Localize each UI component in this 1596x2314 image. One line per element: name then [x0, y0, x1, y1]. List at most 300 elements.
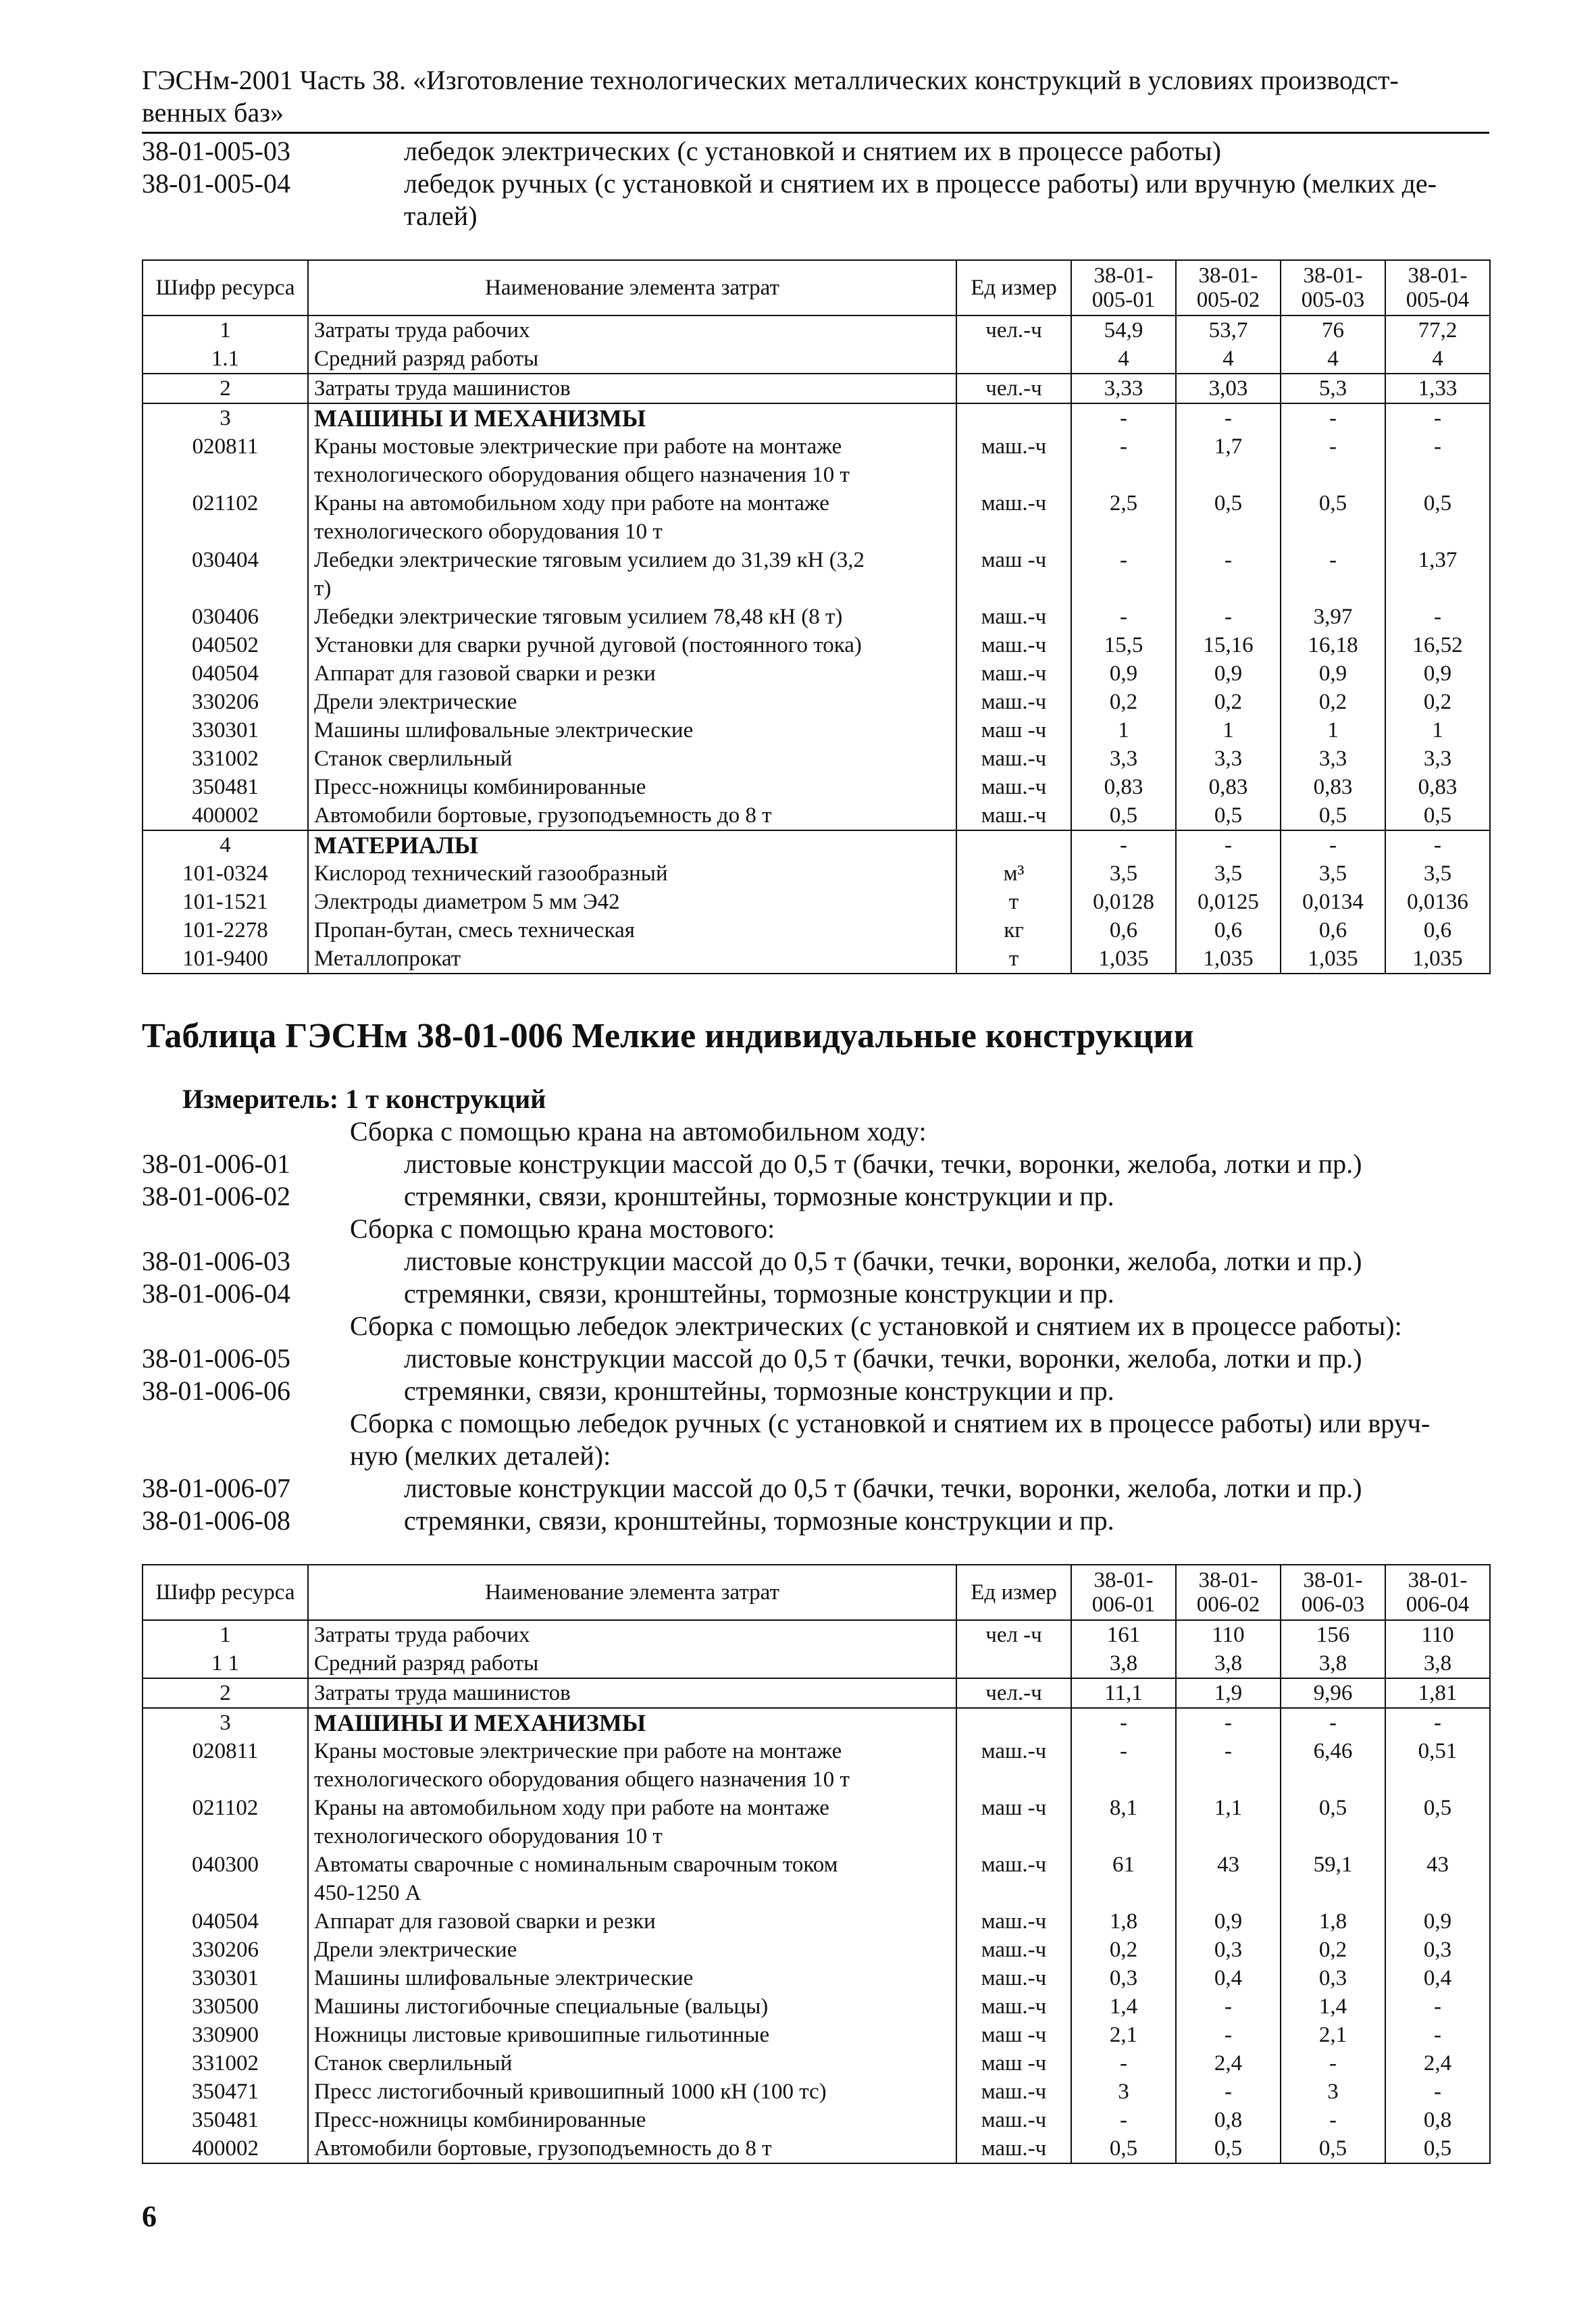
row-cost-element-line: Автомобили бортовые, грузоподъемность до 8 т	[314, 803, 772, 828]
row-norm-value: 0,5	[1281, 801, 1385, 830]
row-cost-element-line: Кислород технический газообразный	[314, 861, 668, 886]
row-cost-element-line: Затраты труда машинистов	[314, 376, 571, 401]
row-norm-value: 76	[1281, 316, 1385, 345]
row-unit: маш -ч	[956, 2049, 1071, 2078]
row-unit: маш.-ч	[956, 432, 1071, 489]
row-cost-element	[308, 688, 956, 716]
table-row	[143, 432, 1490, 489]
row-resource-code: 1 1	[143, 1649, 308, 1678]
row-norm-value: 59,1	[1281, 1851, 1385, 1907]
row-norm-value: 0,83	[1071, 773, 1176, 801]
row-norm-value: 0,9	[1281, 659, 1385, 688]
row-resource-code: 021102	[143, 1794, 308, 1851]
row-resource-code: 101-9400	[143, 945, 308, 974]
row-unit: чел.-ч	[956, 374, 1071, 403]
item-description: стремянки, связи, кронштейны, тормозные конструкции и пр.	[404, 1181, 1114, 1211]
row-norm-value: 43	[1385, 1851, 1490, 1907]
row-norm-value: -	[1385, 2021, 1490, 2049]
row-norm-value: 2,1	[1281, 2021, 1385, 2049]
row-norm-value: -	[1071, 1737, 1176, 1794]
row-norm-value: 0,6	[1176, 916, 1281, 945]
row-norm-value: 3,5	[1176, 859, 1281, 888]
item-description: листовые конструкции массой до 0,5 т (бачки, течки, воронки, желоба, лотки и пр.)	[404, 1473, 1362, 1503]
table-header-row	[143, 1565, 1490, 1620]
row-resource-code: 330500	[143, 1992, 308, 2021]
row-norm-value: 0,5	[1385, 801, 1490, 830]
row-unit: т	[956, 888, 1071, 916]
list-item	[142, 1505, 1493, 1537]
row-norm-value: 1,035	[1281, 945, 1385, 974]
row-norm-value: 0,5	[1385, 489, 1490, 546]
row-norm-value: 5,3	[1281, 374, 1385, 403]
item-description: листовые конструкции массой до 0,5 т (бачки, течки, воронки, желоба, лотки и пр.)	[404, 1343, 1362, 1374]
group-heading: Сборка с помощью крана на автомобильном ходу:	[350, 1116, 927, 1147]
row-cost-element	[308, 1851, 956, 1907]
row-norm-value: -	[1071, 432, 1176, 489]
table-row	[143, 888, 1490, 916]
group-heading: Сборка с помощью лебедок ручных (с установкой и снятием их в процессе работы) или вруч-	[350, 1408, 1431, 1438]
item-code: 38-01-006-04	[142, 1278, 290, 1309]
row-resource-code: 331002	[143, 745, 308, 773]
row-norm-value: 1,33	[1385, 374, 1490, 403]
row-cost-element-line: технологического оборудования общего назначения 10 т	[314, 1767, 850, 1792]
row-cost-element	[308, 316, 956, 345]
running-header-line-1: ГЭСНм-2001 Часть 38. «Изготовление технологических металлических конструкций в условиях производст-	[142, 65, 1399, 95]
row-cost-element	[308, 403, 956, 432]
row-norm-value: -	[1176, 603, 1281, 631]
row-norm-value: 0,3	[1385, 1936, 1490, 1964]
table-row	[143, 631, 1490, 659]
row-cost-element	[308, 1907, 956, 1936]
row-resource-code: 101-2278	[143, 916, 308, 945]
running-header-line-2: венных баз»	[142, 97, 284, 128]
row-cost-element-line: Машины листогибочные специальные (вальцы)	[314, 1994, 769, 2019]
row-cost-element-line: Станок сверлильный	[314, 2051, 513, 2076]
row-norm-value: 0,9	[1071, 659, 1176, 688]
row-norm-value: 0,6	[1281, 916, 1385, 945]
row-cost-element	[308, 2049, 956, 2078]
row-resource-code: 1	[143, 1620, 308, 1649]
row-norm-value: 9,96	[1281, 1678, 1385, 1708]
row-norm-value: 1,1	[1176, 1794, 1281, 1851]
header-resource-code: Шифр ресурса	[143, 1565, 308, 1620]
row-norm-value: 3,3	[1281, 745, 1385, 773]
row-norm-value: 53,7	[1176, 316, 1281, 345]
row-cost-element-line: МАШИНЫ И МЕХАНИЗМЫ	[314, 405, 646, 432]
header-cost-element: Наименование элемента затрат	[308, 260, 956, 316]
row-norm-value: 3,03	[1176, 374, 1281, 403]
row-norm-value: 4	[1281, 345, 1385, 374]
row-norm-value: 1	[1281, 716, 1385, 745]
table-row	[143, 2078, 1490, 2106]
table-row	[143, 489, 1490, 546]
row-norm-value: 0,8	[1176, 2106, 1281, 2134]
table-row	[143, 945, 1490, 974]
row-unit: маш.-ч	[956, 2106, 1071, 2134]
row-cost-element-line: технологического оборудования 10 т	[314, 520, 663, 544]
row-norm-value: 2,1	[1071, 2021, 1176, 2049]
row-resource-code: 330206	[143, 1936, 308, 1964]
row-norm-value: 0,4	[1385, 1964, 1490, 1992]
row-resource-code: 020811	[143, 1737, 308, 1794]
row-cost-element-line: Затраты труда рабочих	[314, 1623, 530, 1647]
table-row	[143, 316, 1490, 345]
list-item	[142, 1245, 1493, 1278]
row-resource-code: 331002	[143, 2049, 308, 2078]
row-cost-element	[308, 716, 956, 745]
row-resource-code: 2	[143, 1678, 308, 1708]
row-norm-value: 0,4	[1176, 1964, 1281, 1992]
row-norm-value: 0,5	[1281, 1794, 1385, 1851]
row-resource-code: 330301	[143, 1964, 308, 1992]
row-norm-value: 0,83	[1176, 773, 1281, 801]
row-norm-value: 3,5	[1385, 859, 1490, 888]
page-number: 6	[142, 2200, 157, 2233]
measure-value: 1 т конструкций	[345, 1084, 546, 1114]
row-norm-value: -	[1176, 1708, 1281, 1737]
row-norm-value: 0,9	[1385, 1907, 1490, 1936]
row-cost-element	[308, 2021, 956, 2049]
row-norm-value: 3,8	[1176, 1649, 1281, 1678]
table-row	[143, 1678, 1490, 1708]
header-norm-column: 38-01-005-03	[1281, 260, 1385, 316]
row-norm-value: 0,9	[1176, 659, 1281, 688]
row-norm-value: 61	[1071, 1851, 1176, 1907]
table-row	[143, 801, 1490, 830]
row-norm-value: 0,5	[1385, 2134, 1490, 2163]
row-norm-value: 16,18	[1281, 631, 1385, 659]
row-cost-element-line: Пресс листогибочный кривошипный 1000 кН (100 тс)	[314, 2080, 827, 2104]
row-unit: маш -ч	[956, 2021, 1071, 2049]
row-norm-value: 0,5	[1176, 2134, 1281, 2163]
row-cost-element-line: т)	[314, 576, 332, 601]
row-cost-element-line: Краны на автомобильном ходу при работе на монтаже	[314, 1796, 829, 1820]
row-resource-code: 330206	[143, 688, 308, 716]
row-cost-element-line: Лебедки электрические тяговым усилием до 31,39 кН (3,2	[314, 548, 865, 572]
row-norm-value: -	[1071, 403, 1176, 432]
row-norm-value: 0,5	[1071, 801, 1176, 830]
row-norm-value: 2,5	[1071, 489, 1176, 546]
table-row	[143, 1708, 1490, 1737]
row-cost-element-line: Затраты труда машинистов	[314, 1681, 571, 1705]
row-norm-value: 0,83	[1385, 773, 1490, 801]
table-body	[143, 1620, 1490, 2163]
row-unit: чел.-ч	[956, 316, 1071, 345]
row-norm-value: 16,52	[1385, 631, 1490, 659]
row-norm-value: 4	[1071, 345, 1176, 374]
row-cost-element-line: Электроды диаметром 5 мм Э42	[314, 890, 620, 914]
row-norm-value: -	[1071, 603, 1176, 631]
row-norm-value: -	[1385, 1992, 1490, 2021]
row-unit: маш.-ч	[956, 773, 1071, 801]
table-row	[143, 1936, 1490, 1964]
row-resource-code: 101-1521	[143, 888, 308, 916]
row-norm-value: 0,5	[1176, 489, 1281, 546]
row-norm-value: 0,6	[1071, 916, 1176, 945]
table-row	[143, 1794, 1490, 1851]
header-cost-element: Наименование элемента затрат	[308, 1565, 956, 1620]
row-norm-value: -	[1385, 432, 1490, 489]
item-description-line: лебедок ручных (с установкой и снятием их в процессе работы) или вручную (мелких де-	[404, 168, 1437, 199]
row-cost-element	[308, 2106, 956, 2134]
row-resource-code: 040300	[143, 1851, 308, 1907]
row-norm-value: 0,2	[1071, 688, 1176, 716]
row-norm-value: -	[1385, 603, 1490, 631]
row-cost-element	[308, 546, 956, 603]
row-norm-value: 15,5	[1071, 631, 1176, 659]
item-code: 38-01-006-03	[142, 1246, 290, 1276]
row-cost-element-line: Пресс-ножницы комбинированные	[314, 775, 646, 799]
row-norm-value: 3	[1281, 2078, 1385, 2106]
row-unit: маш -ч	[956, 716, 1071, 745]
row-unit: м³	[956, 859, 1071, 888]
row-norm-value: 11,1	[1071, 1678, 1176, 1708]
row-cost-element-line: Машины шлифовальные электрические	[314, 718, 694, 743]
row-resource-code: 4	[143, 830, 308, 859]
row-cost-element-line: Пресс-ножницы комбинированные	[314, 2108, 646, 2132]
measure-line	[142, 1083, 1493, 1115]
row-cost-element	[308, 345, 956, 374]
row-norm-value: 8,1	[1071, 1794, 1176, 1851]
row-norm-value: 1	[1071, 716, 1176, 745]
row-cost-element-line: Средний разряд работы	[314, 1651, 539, 1676]
row-unit: маш.-ч	[956, 489, 1071, 546]
header-norm-column: 38-01-005-01	[1071, 260, 1176, 316]
table-row	[143, 2021, 1490, 2049]
row-norm-value: -	[1281, 403, 1385, 432]
row-norm-value: 15,16	[1176, 631, 1281, 659]
row-cost-element-line: Затраты труда рабочих	[314, 318, 530, 343]
row-cost-element	[308, 659, 956, 688]
item-description: лебедок электрических (с установкой и снятием их в процессе работы)	[404, 136, 1221, 166]
row-unit: маш.-ч	[956, 603, 1071, 631]
row-norm-value: 1,9	[1176, 1678, 1281, 1708]
header-resource-code: Шифр ресурса	[143, 260, 308, 316]
row-cost-element-line: Краны на автомобильном ходу при работе на монтаже	[314, 491, 829, 515]
row-unit: маш.-ч	[956, 1907, 1071, 1936]
row-norm-value: -	[1281, 1708, 1385, 1737]
row-norm-value: -	[1176, 2021, 1281, 2049]
item-code: 38-01-005-03	[142, 136, 290, 166]
item-description: стремянки, связи, кронштейны, тормозные конструкции и пр.	[404, 1376, 1114, 1406]
row-resource-code: 020811	[143, 432, 308, 489]
row-cost-element	[308, 432, 956, 489]
row-norm-value: -	[1281, 432, 1385, 489]
item-description: стремянки, связи, кронштейны, тормозные конструкции и пр.	[404, 1278, 1114, 1309]
row-unit: маш.-ч	[956, 2078, 1071, 2106]
row-norm-value: 1,7	[1176, 432, 1281, 489]
row-cost-element-line: Краны мостовые электрические при работе на монтаже	[314, 1739, 842, 1763]
row-norm-value: -	[1071, 1708, 1176, 1737]
row-norm-value: 1,4	[1281, 1992, 1385, 2021]
row-norm-value: 0,2	[1281, 688, 1385, 716]
row-norm-value: 3,8	[1385, 1649, 1490, 1678]
row-norm-value: 1,37	[1385, 546, 1490, 603]
row-norm-value: -	[1385, 1708, 1490, 1737]
row-resource-code: 040502	[143, 631, 308, 659]
row-resource-code: 1	[143, 316, 308, 345]
header-unit: Ед измер	[956, 260, 1071, 316]
row-unit: маш.-ч	[956, 1851, 1071, 1907]
item-description-line: талей)	[404, 201, 478, 231]
group-heading: Сборка с помощью лебедок электрических (с установкой и снятием их в процессе работы):	[350, 1311, 1402, 1341]
row-norm-value: 0,83	[1281, 773, 1385, 801]
row-cost-element	[308, 1737, 956, 1794]
row-unit: чел -ч	[956, 1620, 1071, 1649]
table-row	[143, 1737, 1490, 1794]
row-resource-code: 350481	[143, 773, 308, 801]
row-resource-code: 400002	[143, 2134, 308, 2163]
table-title: Таблица ГЭСНм 38-01-006 Мелкие индивидуальные конструкции	[142, 1017, 1194, 1055]
row-norm-value: 0,6	[1385, 916, 1490, 945]
row-norm-value: -	[1176, 546, 1281, 603]
item-code: 38-01-006-02	[142, 1181, 290, 1211]
row-cost-element-line: Ножницы листовые кривошипные гильотинные	[314, 2023, 770, 2047]
row-norm-value: 4	[1176, 345, 1281, 374]
row-norm-value: 2,4	[1385, 2049, 1490, 2078]
row-cost-element	[308, 830, 956, 859]
row-norm-value: -	[1176, 2078, 1281, 2106]
item-code: 38-01-006-06	[142, 1376, 290, 1406]
table-row	[143, 1851, 1490, 1907]
row-cost-element	[308, 1794, 956, 1851]
list-item	[142, 1148, 1493, 1180]
row-norm-value: 77,2	[1385, 316, 1490, 345]
row-norm-value: 3,8	[1071, 1649, 1176, 1678]
row-cost-element	[308, 2078, 956, 2106]
row-unit	[956, 1708, 1071, 1737]
row-cost-element	[308, 859, 956, 888]
item-code: 38-01-005-04	[142, 168, 290, 199]
list-item	[142, 135, 1493, 168]
table-row	[143, 403, 1490, 432]
row-norm-value: 3,3	[1385, 745, 1490, 773]
row-norm-value: 161	[1071, 1620, 1176, 1649]
row-unit	[956, 403, 1071, 432]
row-norm-value: 0,2	[1071, 1936, 1176, 1964]
row-cost-element-line: Автоматы сварочные с номинальным сварочным током	[314, 1853, 838, 1877]
document-page	[142, 64, 1493, 2164]
header-rule	[142, 132, 1489, 134]
row-unit: маш.-ч	[956, 1992, 1071, 2021]
row-unit: т	[956, 945, 1071, 974]
row-resource-code: 350481	[143, 2106, 308, 2134]
row-cost-element	[308, 1708, 956, 1737]
table-row	[143, 374, 1490, 403]
row-unit: маш.-ч	[956, 2134, 1071, 2163]
row-cost-element-line: МАТЕРИАЛЫ	[314, 832, 478, 859]
row-cost-element	[308, 374, 956, 403]
row-cost-element-line: Пропан-бутан, смесь техническая	[314, 918, 635, 942]
row-resource-code: 2	[143, 374, 308, 403]
row-norm-value: 54,9	[1071, 316, 1176, 345]
measure-label: Измеритель:	[182, 1084, 339, 1114]
row-norm-value: 0,9	[1176, 1907, 1281, 1936]
row-resource-code: 040504	[143, 1907, 308, 1936]
row-cost-element-line: Автомобили бортовые, грузоподъемность до 8 т	[314, 2136, 772, 2161]
row-resource-code: 030406	[143, 603, 308, 631]
row-norm-value: -	[1281, 2049, 1385, 2078]
row-cost-element-line: Лебедки электрические тяговым усилием 78,48 кН (8 т)	[314, 605, 843, 629]
row-norm-value: 0,5	[1071, 2134, 1176, 2163]
table-header-row	[143, 260, 1490, 316]
table-row	[143, 773, 1490, 801]
row-cost-element-line: Аппарат для газовой сварки и резки	[314, 1909, 656, 1934]
table-row	[143, 659, 1490, 688]
row-norm-value: 0,9	[1385, 659, 1490, 688]
row-norm-value: 0,0134	[1281, 888, 1385, 916]
row-norm-value: -	[1071, 830, 1176, 859]
row-norm-value: 1,035	[1071, 945, 1176, 974]
row-norm-value: 3,5	[1071, 859, 1176, 888]
row-cost-element	[308, 1992, 956, 2021]
table-row	[143, 1992, 1490, 2021]
row-unit: маш.-ч	[956, 801, 1071, 830]
row-norm-value: -	[1385, 830, 1490, 859]
row-norm-value: 3	[1071, 2078, 1176, 2106]
row-norm-value: 3,3	[1071, 745, 1176, 773]
row-norm-value: -	[1071, 2049, 1176, 2078]
row-cost-element-line: Металлопрокат	[314, 947, 461, 971]
row-cost-element-line: Установки для сварки ручной дуговой (постоянного тока)	[314, 633, 862, 657]
row-resource-code: 021102	[143, 489, 308, 546]
row-resource-code: 040504	[143, 659, 308, 688]
row-cost-element	[308, 773, 956, 801]
row-unit	[956, 1649, 1071, 1678]
table-row	[143, 830, 1490, 859]
row-norm-value: 0,51	[1385, 1737, 1490, 1794]
row-unit: маш.-ч	[956, 1737, 1071, 1794]
table-row	[143, 716, 1490, 745]
row-norm-value: 110	[1176, 1620, 1281, 1649]
row-cost-element-line: 450-1250 А	[314, 1881, 421, 1905]
row-norm-value: 0,2	[1176, 688, 1281, 716]
row-norm-value: 6,46	[1281, 1737, 1385, 1794]
running-header	[142, 64, 1486, 129]
row-cost-element-line: МАШИНЫ И МЕХАНИЗМЫ	[314, 1709, 646, 1736]
item-code: 38-01-006-01	[142, 1149, 290, 1179]
row-norm-value: 110	[1385, 1620, 1490, 1649]
row-norm-value: -	[1385, 2078, 1490, 2106]
table-row	[143, 345, 1490, 374]
row-resource-code: 3	[143, 403, 308, 432]
row-norm-value: 3,33	[1071, 374, 1176, 403]
header-norm-column: 38-01-006-04	[1385, 1565, 1490, 1620]
header-norm-column: 38-01-006-01	[1071, 1565, 1176, 1620]
row-cost-element	[308, 603, 956, 631]
row-norm-value: -	[1071, 546, 1176, 603]
group-heading: Сборка с помощью крана мостового:	[350, 1213, 775, 1244]
table-row	[143, 1964, 1490, 1992]
row-norm-value: 0,8	[1385, 2106, 1490, 2134]
row-cost-element	[308, 2134, 956, 2163]
row-norm-value: 0,0136	[1385, 888, 1490, 916]
row-norm-value: 1,81	[1385, 1678, 1490, 1708]
row-cost-element	[308, 945, 956, 974]
row-norm-value: -	[1176, 403, 1281, 432]
norm-item-list	[142, 1115, 1493, 1537]
item-description: листовые конструкции массой до 0,5 т (бачки, течки, воронки, желоба, лотки и пр.)	[404, 1149, 1362, 1179]
row-resource-code: 030404	[143, 546, 308, 603]
header-norm-column: 38-01-006-02	[1176, 1565, 1281, 1620]
list-item	[142, 1472, 1493, 1505]
row-resource-code: 101-0324	[143, 859, 308, 888]
row-cost-element	[308, 1678, 956, 1708]
row-norm-value: 2,4	[1176, 2049, 1281, 2078]
row-cost-element-line: Дрели электрические	[314, 1938, 517, 1962]
row-cost-element	[308, 489, 956, 546]
table-row	[143, 1620, 1490, 1649]
